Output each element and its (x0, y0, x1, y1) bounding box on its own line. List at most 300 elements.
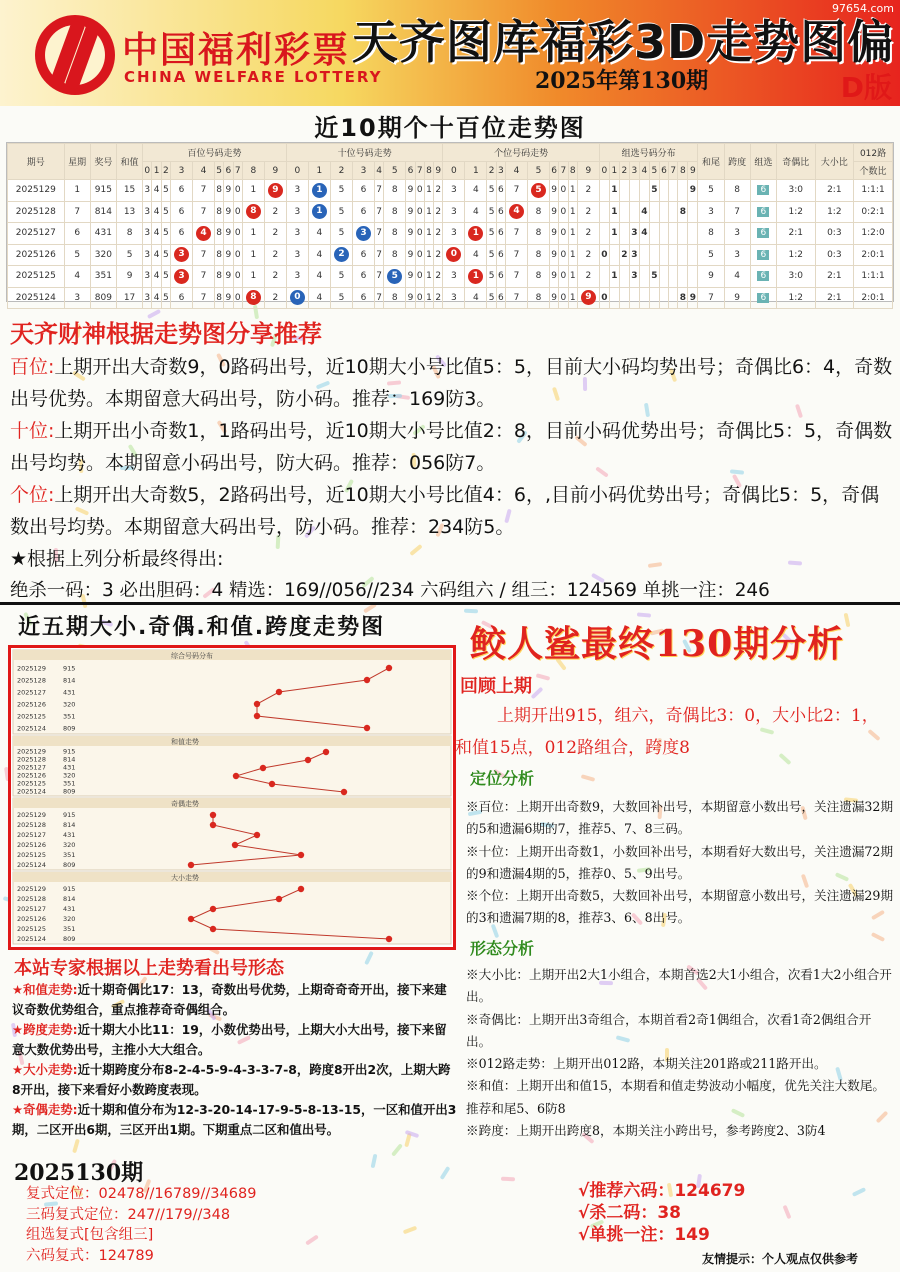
confetti-piece (371, 1154, 378, 1169)
col-units: 个位号码走势 (443, 144, 599, 162)
digit-cell: 0 (233, 223, 242, 245)
digit-cell: 3 (443, 266, 465, 288)
digit-cell: 9 (224, 201, 233, 223)
digit-header: 8 (424, 162, 433, 180)
logo-chinese-text: 中国福利彩票 (122, 30, 351, 71)
route-cell: 1:1:1 (854, 180, 893, 202)
route-cell: 0:2:1 (854, 201, 893, 223)
digit-cell: 4 (308, 244, 330, 266)
digit-cell: 7 (192, 244, 214, 266)
trend-chart (6, 142, 894, 302)
digit-cell: 3 (286, 244, 308, 266)
mini-issue-label: 2025126 (17, 915, 46, 923)
issue-cell: 2025124 (8, 287, 65, 309)
group-type-badge: 6 (757, 228, 769, 238)
group-cell (629, 201, 639, 223)
digit-header: 5 (527, 162, 549, 180)
digit-cell: 7 (375, 244, 384, 266)
mini-trend-point (305, 757, 311, 763)
digit-cell: 1 (424, 201, 433, 223)
mini-trend-point (254, 832, 260, 838)
digit-cell: 2 (434, 201, 443, 223)
issue-cell: 2025127 (8, 223, 65, 245)
digit-header: 2 (619, 162, 629, 180)
form-item: ※跨度：上期开出跨度8，本期关注小跨出号，参考跨度2、3防4 (466, 1123, 826, 1139)
group-cell: 8 (678, 287, 688, 309)
group-cell (649, 244, 659, 266)
digit-cell: 7 (192, 180, 214, 202)
digit-header: 4 (505, 162, 527, 180)
sum-cell: 17 (116, 287, 142, 309)
mini-issue-label: 2025127 (17, 905, 46, 913)
col-route-ratio: 个数比 (854, 162, 893, 180)
digit-cell: 5 (330, 180, 352, 202)
digit-cell: 1 (424, 266, 433, 288)
expert-item-label: ★跨度走势: (12, 1022, 78, 1037)
group-cell (688, 201, 698, 223)
issue-number: 2025年第130期 (535, 68, 709, 94)
digit-cell: 0 (415, 180, 424, 202)
confetti-piece (871, 932, 885, 942)
digit-cell: 5 (330, 223, 352, 245)
mini-trend-point (276, 896, 282, 902)
digit-cell: 2 (264, 287, 286, 309)
digit-cell: 2 (264, 201, 286, 223)
digit-cell (264, 180, 286, 202)
digit-cell: 6 (352, 244, 374, 266)
digit-cell: 9 (224, 287, 233, 309)
digit-header: 9 (434, 162, 443, 180)
group-cell (599, 201, 609, 223)
group-cell (609, 287, 619, 309)
edition-badge: D版 (840, 71, 892, 104)
col-route: 012路 (854, 144, 893, 162)
col-draw: 奖号 (90, 144, 116, 180)
digit-header: 7 (233, 162, 242, 180)
group-cell (659, 266, 668, 288)
mini-trend-point (386, 665, 392, 671)
digit-cell: 2 (577, 180, 599, 202)
mini-issue-label: 2025124 (17, 861, 46, 869)
mini-trend-graphic (11, 648, 453, 947)
big-small-cell: 2:1 (815, 287, 854, 309)
col-issue: 期号 (8, 144, 65, 180)
digit-cell: 8 (215, 244, 224, 266)
digit-cell: 9 (406, 180, 415, 202)
mini-draw-label: 431 (63, 763, 76, 772)
col-span: 跨度 (724, 144, 750, 180)
mini-issue-label: 2025125 (17, 851, 46, 859)
mini-draw-label: 351 (63, 779, 76, 788)
drawn-ball: 0 (290, 290, 305, 305)
recommend-item: √推荐六码：124679 (578, 1181, 746, 1201)
confetti-piece (531, 687, 544, 700)
position-analysis-title: 定位分析 (470, 769, 535, 788)
odd-even-cell: 1:2 (776, 201, 815, 223)
digit-cell (242, 201, 264, 223)
digit-cell: 8 (527, 201, 549, 223)
digit-cell: 8 (384, 201, 406, 223)
mini-draw-label: 320 (63, 915, 76, 923)
digit-cell: 9 (550, 180, 559, 202)
digit-cell: 0 (559, 287, 568, 309)
digit-header: 1 (308, 162, 330, 180)
digit-cell: 8 (215, 287, 224, 309)
mini-draw-label: 814 (63, 821, 76, 829)
digit-cell: 8 (215, 180, 224, 202)
group-cell: 3 (629, 223, 639, 245)
group-cell: 5 (649, 180, 659, 202)
mini-issue-label: 2025129 (17, 664, 46, 673)
digit-header: 5 (649, 162, 659, 180)
position-item: ※个位：上期开出奇数5，大数回补出号，本期留意小数出号，关注遗漏29期的3和遗漏7期的8，推荐3、6、8出号。 (466, 888, 894, 926)
digit-cell: 1 (568, 266, 577, 288)
mini-issue-label: 2025124 (17, 724, 46, 733)
drawn-ball: 2 (334, 247, 349, 262)
position-item: ※百位：上期开出奇数9，大数回补出号，本期留意小数出号，关注遗漏32期的5和遗漏6期的7，推荐5、7、8三码。 (466, 799, 894, 837)
digit-cell (170, 266, 192, 288)
header-banner (0, 0, 900, 106)
digit-cell (577, 287, 599, 309)
mini-trend-point (364, 725, 370, 731)
digit-cell: 9 (550, 244, 559, 266)
digit-cell: 3 (286, 266, 308, 288)
digit-header: 8 (568, 162, 577, 180)
digit-cell: 1 (242, 266, 264, 288)
units-label: 个位: (10, 484, 55, 506)
drawn-ball: 8 (246, 290, 261, 305)
mini-issue-label: 2025125 (17, 779, 46, 788)
digit-cell: 6 (170, 287, 192, 309)
digit-cell: 1 (568, 287, 577, 309)
group-cell: 1 (609, 223, 619, 245)
mini-issue-label: 2025126 (17, 771, 46, 780)
final-picks: 绝杀一码：3 必出胆码：4 精选：169//056//234 六码组六 / 组三：124569 单挑一注：246 (10, 580, 770, 601)
group-cell: 4 (639, 201, 649, 223)
digit-header: 9 (577, 162, 599, 180)
mini-trend-point (260, 765, 266, 771)
mini-draw-label: 809 (63, 724, 76, 733)
compound-picks (26, 1184, 256, 1266)
digit-cell: 9 (224, 244, 233, 266)
col-weekday: 星期 (64, 144, 90, 180)
digit-cell: 2 (264, 266, 286, 288)
sum-cell: 8 (116, 223, 142, 245)
digit-cell: 5 (161, 244, 170, 266)
digit-cell (505, 201, 527, 223)
digit-cell: 9 (224, 266, 233, 288)
digit-cell: 8 (215, 223, 224, 245)
digit-cell (527, 180, 549, 202)
expert-item (12, 1020, 457, 1060)
mini-issue-label: 2025127 (17, 763, 46, 772)
mini-issue-label: 2025128 (17, 755, 46, 764)
units-text: 上期开出大奇数5，2路码出号，近10期大小号比值4：6，,目前小码优势出号；奇偶比5：5，奇偶数出号均势。本期留意大码出号，防小码。推荐：234防5。 (10, 484, 880, 538)
digit-cell: 1 (424, 223, 433, 245)
expert-item-text: 近十期大小比11：19，小数优势出号，上期大小大出号，接下来留意大数优势出号，主推小大大组合。 (12, 1022, 447, 1057)
confetti-piece (403, 1226, 418, 1235)
mini-trend-point (298, 852, 304, 858)
digit-cell: 6 (170, 201, 192, 223)
digit-cell: 6 (352, 287, 374, 309)
group-cell (649, 201, 659, 223)
confetti-piece (391, 1143, 403, 1156)
review-title: 回顾上期 (460, 676, 532, 697)
col-group-type: 组选 (750, 144, 776, 180)
form-item: ※大小比：上期开出2大1小组合，本期首选2大1小组合，次看1大2小组合开出。 (466, 967, 892, 1005)
digit-cell: 1 (242, 223, 264, 245)
odd-even-cell: 3:0 (776, 180, 815, 202)
mini-panel-caption: 奇偶走势 (171, 800, 199, 808)
digit-cell: 0 (233, 244, 242, 266)
group-cell (609, 244, 619, 266)
mini-trend-point (298, 886, 304, 892)
weekday-cell: 4 (64, 266, 90, 288)
digit-cell: 9 (406, 266, 415, 288)
digit-header: 3 (352, 162, 374, 180)
digit-cell (242, 287, 264, 309)
group-cell (659, 201, 668, 223)
col-sum-tail: 和尾 (698, 144, 724, 180)
mini-draw-label: 915 (63, 747, 76, 756)
digit-cell: 7 (375, 266, 384, 288)
group-cell (669, 201, 678, 223)
digit-cell: 2 (434, 287, 443, 309)
mini-panel-caption: 综合号码分布 (171, 652, 213, 660)
weekday-cell: 3 (64, 287, 90, 309)
mini-panel-caption: 大小走势 (171, 874, 199, 882)
issue-cell: 2025129 (8, 180, 65, 202)
col-big-small: 大小比 (815, 144, 854, 180)
weekday-cell: 7 (64, 201, 90, 223)
group-type-cell (750, 223, 776, 245)
page-title: 天齐图库福彩3D走势图偏 (352, 15, 895, 69)
digit-cell: 1 (424, 244, 433, 266)
confetti-piece (852, 1187, 866, 1197)
mini-issue-label: 2025126 (17, 841, 46, 849)
group-cell (669, 266, 678, 288)
digit-header: 7 (415, 162, 424, 180)
digit-header: 4 (639, 162, 649, 180)
table-row (8, 223, 893, 245)
digit-cell: 3 (143, 180, 152, 202)
drawn-ball: 3 (356, 226, 371, 241)
mini-trend-point (323, 749, 329, 755)
digit-cell: 5 (487, 244, 496, 266)
digit-cell: 6 (496, 244, 505, 266)
digit-cell: 3 (286, 180, 308, 202)
digit-cell: 3 (143, 223, 152, 245)
recommendation-title: 天齐财神根据走势图分享推荐 (10, 320, 322, 348)
digit-header: 0 (286, 162, 308, 180)
section-divider (0, 602, 900, 605)
group-cell (599, 223, 609, 245)
digit-cell: 3 (443, 287, 465, 309)
drawn-ball: 1 (468, 226, 483, 241)
confetti-piece (464, 609, 478, 614)
issue-cell: 2025128 (8, 201, 65, 223)
site-watermark: 97654.com (832, 2, 894, 15)
sum-tail-cell: 7 (698, 287, 724, 309)
sum-tail-cell: 9 (698, 266, 724, 288)
draw-cell: 431 (90, 223, 116, 245)
digit-header: 5 (215, 162, 224, 180)
digit-cell: 5 (161, 287, 170, 309)
logo-english-text: CHINA WELFARE LOTTERY (124, 68, 383, 86)
expert-item (12, 1060, 457, 1100)
digit-header: 6 (224, 162, 233, 180)
confetti-piece (581, 774, 596, 782)
confetti-piece (536, 673, 551, 680)
digit-header: 0 (599, 162, 609, 180)
mini-draw-label: 320 (63, 771, 76, 780)
digit-cell: 6 (352, 201, 374, 223)
digit-cell: 0 (415, 287, 424, 309)
group-cell (629, 287, 639, 309)
col-tens: 十位号码走势 (286, 144, 442, 162)
digit-cell: 3 (143, 201, 152, 223)
mini-draw-label: 351 (63, 851, 76, 859)
digit-cell: 8 (215, 201, 224, 223)
form-analysis-title: 形态分析 (470, 939, 535, 958)
digit-header: 6 (406, 162, 415, 180)
digit-header: 7 (669, 162, 678, 180)
odd-even-cell: 1:2 (776, 287, 815, 309)
mini-issue-label: 2025124 (17, 787, 46, 796)
digit-cell: 4 (152, 244, 161, 266)
digit-cell: 4 (308, 223, 330, 245)
digit-cell: 4 (152, 201, 161, 223)
recommendation-section (10, 314, 895, 607)
digit-cell: 1 (242, 244, 264, 266)
digit-header: 4 (192, 162, 214, 180)
compound-pick-item: 六码复式：124789 (26, 1247, 154, 1264)
mini-trend-point (254, 701, 260, 707)
mini-draw-label: 351 (63, 925, 76, 933)
expert-item-label: ★和值走势: (12, 982, 78, 997)
mini-trend-point (232, 842, 238, 848)
confetti-piece (440, 1166, 451, 1180)
digit-cell: 6 (496, 266, 505, 288)
group-type-badge: 6 (757, 185, 769, 195)
digit-cell: 9 (550, 201, 559, 223)
drawn-ball: 1 (312, 204, 327, 219)
draw-cell: 915 (90, 180, 116, 202)
digit-cell: 1 (568, 244, 577, 266)
draw-cell: 814 (90, 201, 116, 223)
digit-cell: 7 (505, 223, 527, 245)
compound-pick-item: 组选复式[包含组三] (26, 1227, 154, 1243)
digit-cell: 9 (406, 223, 415, 245)
group-cell (619, 287, 629, 309)
digit-cell: 4 (152, 180, 161, 202)
span-cell: 3 (724, 244, 750, 266)
digit-header: 1 (152, 162, 161, 180)
digit-cell: 9 (550, 223, 559, 245)
table-row (8, 244, 893, 266)
mini-draw-label: 814 (63, 676, 76, 685)
mini-issue-label: 2025124 (17, 935, 46, 943)
compound-pick-item: 复式定位：02478//16789//34689 (26, 1186, 257, 1202)
odd-even-cell: 1:2 (776, 244, 815, 266)
digit-cell (286, 287, 308, 309)
digit-cell: 0 (415, 201, 424, 223)
digit-cell: 1 (242, 180, 264, 202)
mini-draw-label: 431 (63, 905, 76, 913)
form-item: ※奇偶比：上期开出3奇组合，本期首看2奇1偶组合，次看1奇2偶组合开出。 (466, 1011, 872, 1049)
col-group: 组选号码分布 (599, 144, 698, 162)
group-type-badge: 6 (757, 293, 769, 303)
expert-item-text: 近十期和值分布为12-3-20-14-17-9-5-8-13-15，一区和值开出3期，二区开出6期，三区开出1期。下期重点二区和值出号。 (12, 1102, 457, 1137)
expert-item-label: ★大小走势: (12, 1062, 78, 1077)
digit-cell (308, 180, 330, 202)
group-type-badge: 6 (757, 271, 769, 281)
group-cell (639, 287, 649, 309)
shark-analysis-title: 鲛人鲨最终130期分析 (470, 623, 845, 665)
digit-cell: 5 (487, 180, 496, 202)
digit-cell: 2 (264, 244, 286, 266)
digit-cell: 8 (527, 244, 549, 266)
span-cell: 8 (724, 180, 750, 202)
digit-cell: 1 (424, 180, 433, 202)
group-cell: 4 (639, 223, 649, 245)
digit-cell: 7 (192, 287, 214, 309)
friendly-tip: 友情提示：个人观点仅供参考 (702, 1252, 859, 1266)
mini-issue-label: 2025128 (17, 676, 46, 685)
group-type-cell (750, 266, 776, 288)
mini-trend-point (276, 689, 282, 695)
group-cell: 8 (678, 201, 688, 223)
mini-panel (13, 650, 451, 734)
digit-cell: 0 (233, 180, 242, 202)
drawn-ball: 1 (468, 269, 483, 284)
digit-header: 3 (170, 162, 192, 180)
mini-panel-header (13, 736, 451, 746)
group-cell (659, 223, 668, 245)
col-hundreds: 百位号码走势 (143, 144, 287, 162)
group-cell (659, 244, 668, 266)
digit-cell: 4 (308, 287, 330, 309)
tens-analysis (10, 415, 895, 479)
group-cell: 1 (609, 180, 619, 202)
digit-cell: 2 (577, 223, 599, 245)
group-cell (678, 244, 688, 266)
digit-cell: 1 (568, 201, 577, 223)
confetti-piece (72, 1139, 80, 1154)
digit-cell: 0 (415, 223, 424, 245)
mini-trend-point (341, 789, 347, 795)
digit-header: 0 (143, 162, 152, 180)
digit-cell: 2 (577, 266, 599, 288)
digit-cell: 9 (406, 201, 415, 223)
digit-cell: 0 (233, 287, 242, 309)
route-cell: 1:1:1 (854, 266, 893, 288)
digit-cell: 5 (330, 287, 352, 309)
digit-cell: 3 (443, 223, 465, 245)
group-cell: 9 (688, 180, 698, 202)
form-analysis (466, 964, 896, 1142)
digit-cell: 5 (487, 201, 496, 223)
mini-panel-header (13, 798, 451, 808)
sum-cell: 9 (116, 266, 142, 288)
next-issue: 2025130期 (14, 1160, 144, 1186)
digit-cell: 6 (352, 180, 374, 202)
mini-issue-label: 2025129 (17, 885, 46, 893)
mini-draw-label: 809 (63, 935, 76, 943)
weekday-cell: 5 (64, 244, 90, 266)
digit-cell: 3 (143, 266, 152, 288)
group-cell (688, 266, 698, 288)
